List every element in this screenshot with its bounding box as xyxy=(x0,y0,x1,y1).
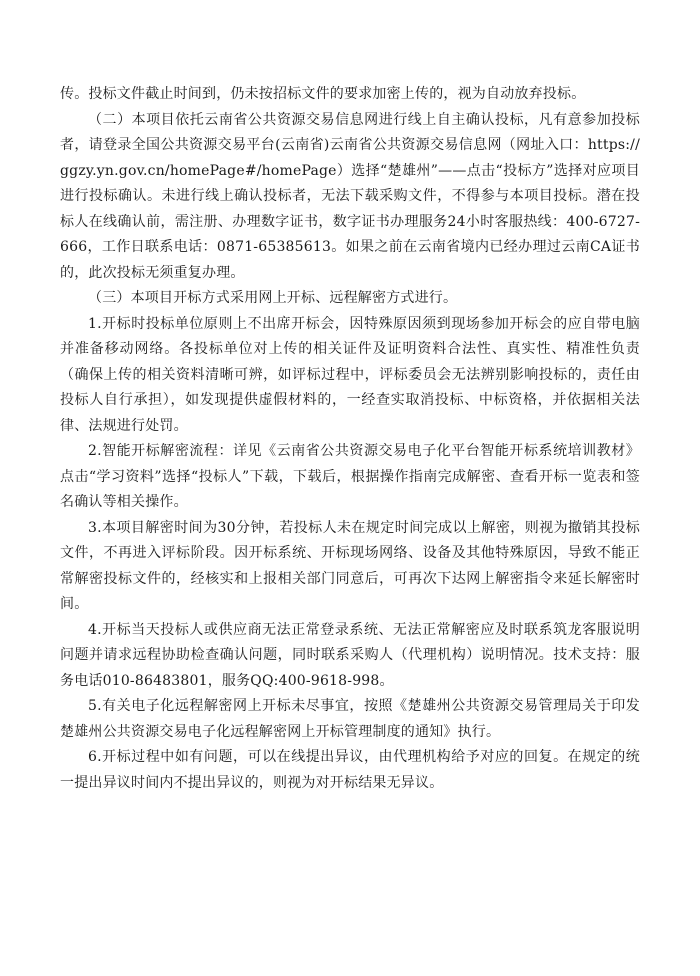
paragraph-item-4-technical-support: 4.开标当天投标人或供应商无法正常登录系统、无法正常解密应及时联系筑龙客服说明问题并请求远程协助检查确认问题，同时联系采购人（代理机构）说明情况。技术支持：服务电话010-86483801，服务QQ:400-9618-998。 xyxy=(60,621,640,689)
paragraph-opening-method: （三）本项目开标方式采用网上开标、远程解密方式进行。 xyxy=(88,290,458,306)
paragraph-continuation: 传。投标文件截止时间到，仍未按招标文件的要求加密上传的，视为自动放弃投标。 xyxy=(60,86,586,102)
paragraph-online-confirmation: （二）本项目依托云南省公共资源交易信息网进行线上自主确认投标，凡有意参加投标者，请登录全国公共资源交易平台(云南省)云南省公共资源交易信息网（网址入口：https://ggzy.yn.gov.cn/homePage#/homePage）选择“楚雄州”——点击“投标方”选择对应项目进行投标确认。未进行线上确认投标者，无法下载采购文件，不得参与本项目投标。潜在投标人在线确认前，需注册、办理数字证书，数字证书办理服务24小时客服热线：400-6727-666，工作日联系电话：0871-65385613。如果之前在云南省境内已经办理过云南CA证书的，此次投标无须重复办理。 xyxy=(60,111,640,281)
paragraph-item-6-objections: 6.开标过程中如有问题，可以在线提出异议，由代理机构给予对应的回复。在规定的统一提出异议时间内不提出异议的，则视为对开标结果无异议。 xyxy=(60,749,640,791)
paragraph-item-1-attendance: 1.开标时投标单位原则上不出席开标会，因特殊原因须到现场参加开标会的应自带电脑并准备移动网络。各投标单位对上传的相关证件及证明资料合法性、真实性、精准性负责（确保上传的相关资料清晰可辨，如评标过程中，评标委员会无法辨别影响投标的，责任由投标人自行承担），如发现提供虚假材料的，一经查实取消投标、中标资格，并依据相关法律、法规进行处罚。 xyxy=(60,315,640,434)
paragraph-item-5-regulations: 5.有关电子化远程解密网上开标未尽事宜，按照《楚雄州公共资源交易管理局关于印发楚雄州公共资源交易电子化远程解密网上开标管理制度的通知》执行。 xyxy=(60,698,640,740)
paragraph-item-2-decryption-flow: 2.智能开标解密流程：详见《云南省公共资源交易电子化平台智能开标系统培训教材》点击“学习资料”选择“投标人”下载，下载后，根据操作指南完成解密、查看开标一览表和签名确认等相关操作。 xyxy=(60,443,640,510)
paragraph-item-3-decryption-time: 3.本项目解密时间为30分钟，若投标人未在规定时间完成以上解密，则视为撤销其投标文件，不再进入评标阶段。因开标系统、开标现场网络、设备及其他特殊原因，导致不能正常解密投标文件的，经核实和上报相关部门同意后，可再次下达网上解密指令来延长解密时间。 xyxy=(60,519,640,612)
